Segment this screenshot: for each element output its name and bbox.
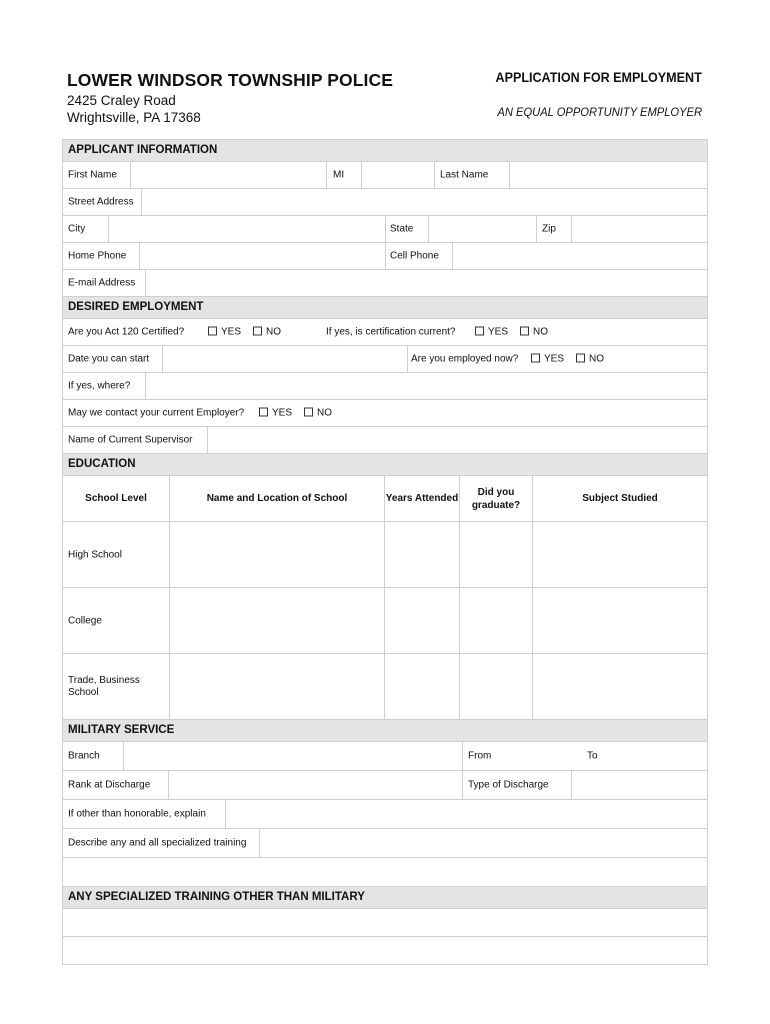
city-field[interactable] [109,216,385,242]
equal-opportunity-statement: AN EQUAL OPPORTUNITY EMPLOYER [497,105,702,119]
start-date-row [63,346,707,373]
contact-employer-label: May we contact your current Employer? [68,407,245,419]
city-row [63,216,707,243]
home-phone-label: Home Phone [68,250,127,262]
col-subject-studied: Subject Studied [582,493,658,504]
last-name-label: Last Name [440,169,489,181]
col-school-name: Name and Location of School [206,493,348,504]
education-level-label: High School [68,549,122,560]
supervisor-label: Name of Current Supervisor [68,434,193,446]
contact-employer-row [63,400,707,427]
state-label: State [390,223,414,235]
zip-field[interactable] [572,216,707,242]
application-form [62,139,708,965]
trade-school-name-field[interactable] [170,654,384,719]
zip-label: Zip [542,223,556,235]
other-than-honorable-row [63,800,707,829]
branch-field[interactable] [124,742,462,770]
education-row [63,522,707,588]
col-school-level: School Level [85,493,147,504]
education-level-label: Trade, Business School [68,674,140,698]
section-desired-employment: DESIRED EMPLOYMENT [63,297,707,319]
trade-school-years-field[interactable] [385,654,459,719]
street-row [63,189,707,216]
where-row [63,373,707,400]
email-row [63,270,707,297]
act120-yes-option[interactable]: YES [208,327,241,338]
specialized-training-row [63,829,707,858]
act120-row [63,319,707,346]
supervisor-row [63,427,707,454]
street-address-label: Street Address [68,196,134,208]
cert-current-yes-checkbox[interactable] [475,327,484,336]
col-did-graduate: Did you graduate? [471,486,521,511]
first-name-label: First Name [68,169,117,181]
cert-current-no-checkbox[interactable] [520,327,529,336]
high-school-name-field[interactable] [170,522,384,587]
employed-now-no-checkbox[interactable] [576,354,585,363]
high-school-years-field[interactable] [385,522,459,587]
cert-current-no-option[interactable]: NO [520,327,548,338]
education-table-header [63,476,707,522]
cell-phone-field[interactable] [453,243,707,269]
home-phone-field[interactable] [140,243,385,269]
branch-label: Branch [68,750,100,762]
state-field[interactable] [429,216,536,242]
employed-now-no-option[interactable]: NO [576,354,604,365]
contact-employer-no-checkbox[interactable] [304,408,313,417]
email-label: E-mail Address [68,277,136,289]
college-subject-field[interactable] [533,588,707,653]
organization-name: LOWER WINDSOR TOWNSHIP POLICE [67,70,394,90]
rank-label: Rank at Discharge [68,779,151,791]
trade-school-subject-field[interactable] [533,654,707,719]
college-years-field[interactable] [385,588,459,653]
act120-yes-checkbox[interactable] [208,327,217,336]
form-title: APPLICATION FOR EMPLOYMENT [495,70,702,85]
act120-no-checkbox[interactable] [253,327,262,336]
col-years-attended: Years Attended [385,493,459,504]
start-date-label: Date you can start [68,353,150,365]
other-training-line-1[interactable] [63,909,707,937]
first-name-field[interactable] [131,162,326,188]
education-row [63,588,707,654]
high-school-graduate-field[interactable] [460,522,532,587]
branch-row [63,742,707,771]
phone-row [63,243,707,270]
education-level-label: College [68,615,102,626]
act120-label: Are you Act 120 Certified? [68,326,185,338]
last-name-field[interactable] [510,162,707,188]
specialized-training-label: Describe any and all specialized training [68,837,247,849]
to-label: To [587,750,598,762]
education-row [63,654,707,720]
employed-now-label: Are you employed now? [411,353,519,365]
cell-phone-label: Cell Phone [390,250,439,262]
from-field[interactable] [503,742,583,770]
discharge-type-label: Type of Discharge [468,779,549,791]
mi-label: MI [333,169,345,181]
trade-school-graduate-field[interactable] [460,654,532,719]
city-label: City [68,223,86,235]
address-line-2: Wrightsville, PA 17368 [67,110,201,125]
supervisor-field[interactable] [208,427,707,453]
section-military-service: MILITARY SERVICE [63,720,707,742]
college-graduate-field[interactable] [460,588,532,653]
discharge-type-field[interactable] [572,771,707,799]
email-field[interactable] [146,270,707,296]
employed-now-yes-option[interactable]: YES [531,354,564,365]
section-applicant-information: APPLICANT INFORMATION [63,140,707,162]
to-field[interactable] [608,742,707,770]
street-address-field[interactable] [142,189,707,215]
contact-employer-yes-option[interactable]: YES [259,408,292,419]
section-education: EDUCATION [63,454,707,476]
act120-no-option[interactable]: NO [253,327,281,338]
cert-current-yes-option[interactable]: YES [475,327,508,338]
other-than-honorable-label: If other than honorable, explain [68,808,206,820]
start-date-field[interactable] [163,346,407,372]
other-than-honorable-field[interactable] [226,800,707,828]
name-row [63,162,707,189]
mi-field[interactable] [362,162,434,188]
cert-current-label: If yes, is certification current? [326,326,456,338]
section-specialized-training-other: ANY SPECIALIZED TRAINING OTHER THAN MILITARY [63,887,707,909]
rank-row [63,771,707,800]
if-yes-where-label: If yes, where? [68,380,131,392]
employed-now-yes-checkbox[interactable] [531,354,540,363]
high-school-subject-field[interactable] [533,522,707,587]
address-line-1: 2425 Craley Road [67,93,176,108]
specialized-training-field[interactable] [260,829,707,857]
from-label: From [468,750,492,762]
contact-employer-yes-checkbox[interactable] [259,408,268,417]
college-name-field[interactable] [170,588,384,653]
contact-employer-no-option[interactable]: NO [304,408,332,419]
rank-field[interactable] [169,771,462,799]
other-training-line-2[interactable] [63,937,707,964]
specialized-training-continued-field[interactable] [63,858,707,887]
if-yes-where-field[interactable] [146,373,707,399]
